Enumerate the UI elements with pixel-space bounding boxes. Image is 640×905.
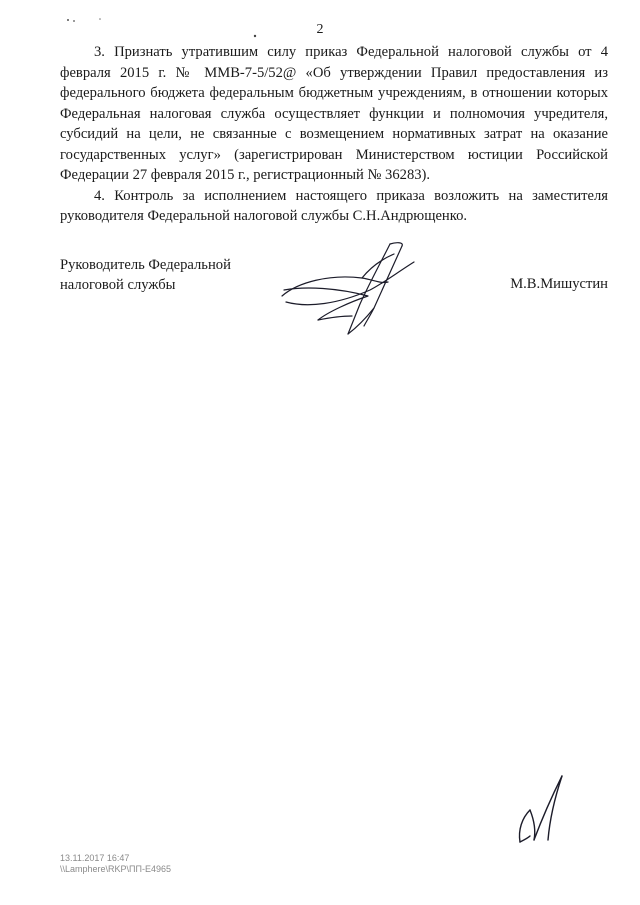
paragraph-4: 4. Контроль за исполнением настоящего приказа возложить на заместителя руководителя Федеральной налоговой службы С.Н.Андрющенко. [60,187,608,224]
paragraph-3: 3. Признать утратившим силу приказ Федеральной налоговой службы от 4 февраля 2015 г. № ММВ-7-5/52@ «Об утверждении Правил предоставления из федерального бюджета федеральным бюджетным учреждениям, в отношении которых Федеральная налоговая служба осуществляет функции и полномочия учредителя, субсидий на цели, не связанные с возмещением нормативных затрат на оказание государственных услуг» (зарегистрирован Министерством юстиции Российской Федерации 27 февраля 2015 г., регистрационный № 36283). [60,44,608,183]
document-body [60,42,608,227]
signer-position-line-1: Руководитель Федеральной [60,257,231,273]
initials-mark [510,770,570,850]
footer-file-ref: \\Lamphere\RKP\ПП-E4965 [60,864,171,874]
handwritten-signature [278,238,418,338]
signer-name: М.В.Мишустин [510,276,608,292]
footer-timestamp: 13.11.2017 16:47 [60,853,130,863]
signer-position-line-2: налоговой службы [60,277,176,293]
signer-position [60,255,280,295]
document-footer [60,853,171,875]
page-number: 2 [316,22,324,37]
